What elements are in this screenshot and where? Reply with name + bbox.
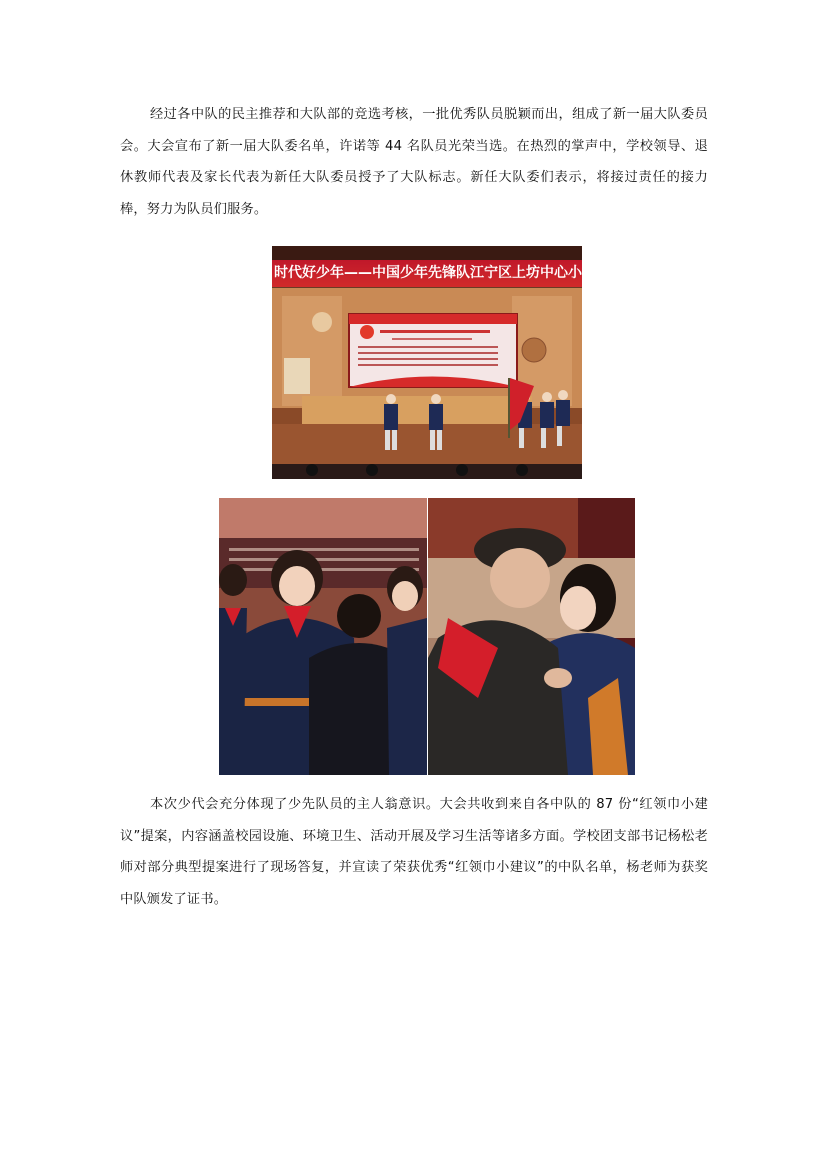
stage-photo (272, 246, 582, 479)
paragraph-intro: 经过各中队的民主推荐和大队部的竞选考核，一批优秀队员脱颖而出，组成了新一届大队委员会。大会宣布了新一届大队委名单，许诺等 44 名队员光荣当选。在热烈的掌声中，学校领导、退休教师代表及家长代表为新任大队委员授予了大队标志。新任大队委们表示，将接过责任的接力棒，努力为队员们服务。 (120, 107, 708, 217)
ceremony-illustration (428, 498, 635, 775)
badge-ceremony-photo (428, 498, 635, 775)
students-photo (219, 498, 427, 775)
stage-banner: 时代好少年——中国少年先锋队江宁区上坊中心小 (272, 260, 582, 287)
paragraph-proposals: 本次少代会充分体现了少先队员的主人翁意识。大会共收到来自各中队的 87 份“红领巾小建议”提案，内容涵盖校园设施、环境卫生、活动开展及学习生活等诸多方面。学校团支部书记杨松老师对部分典型提案进行了现场答复，并宣读了荣获优秀“红领巾小建议”的中队名单，杨老师为获奖中队颁发了证书。 (120, 797, 708, 907)
students-illustration (219, 498, 427, 775)
